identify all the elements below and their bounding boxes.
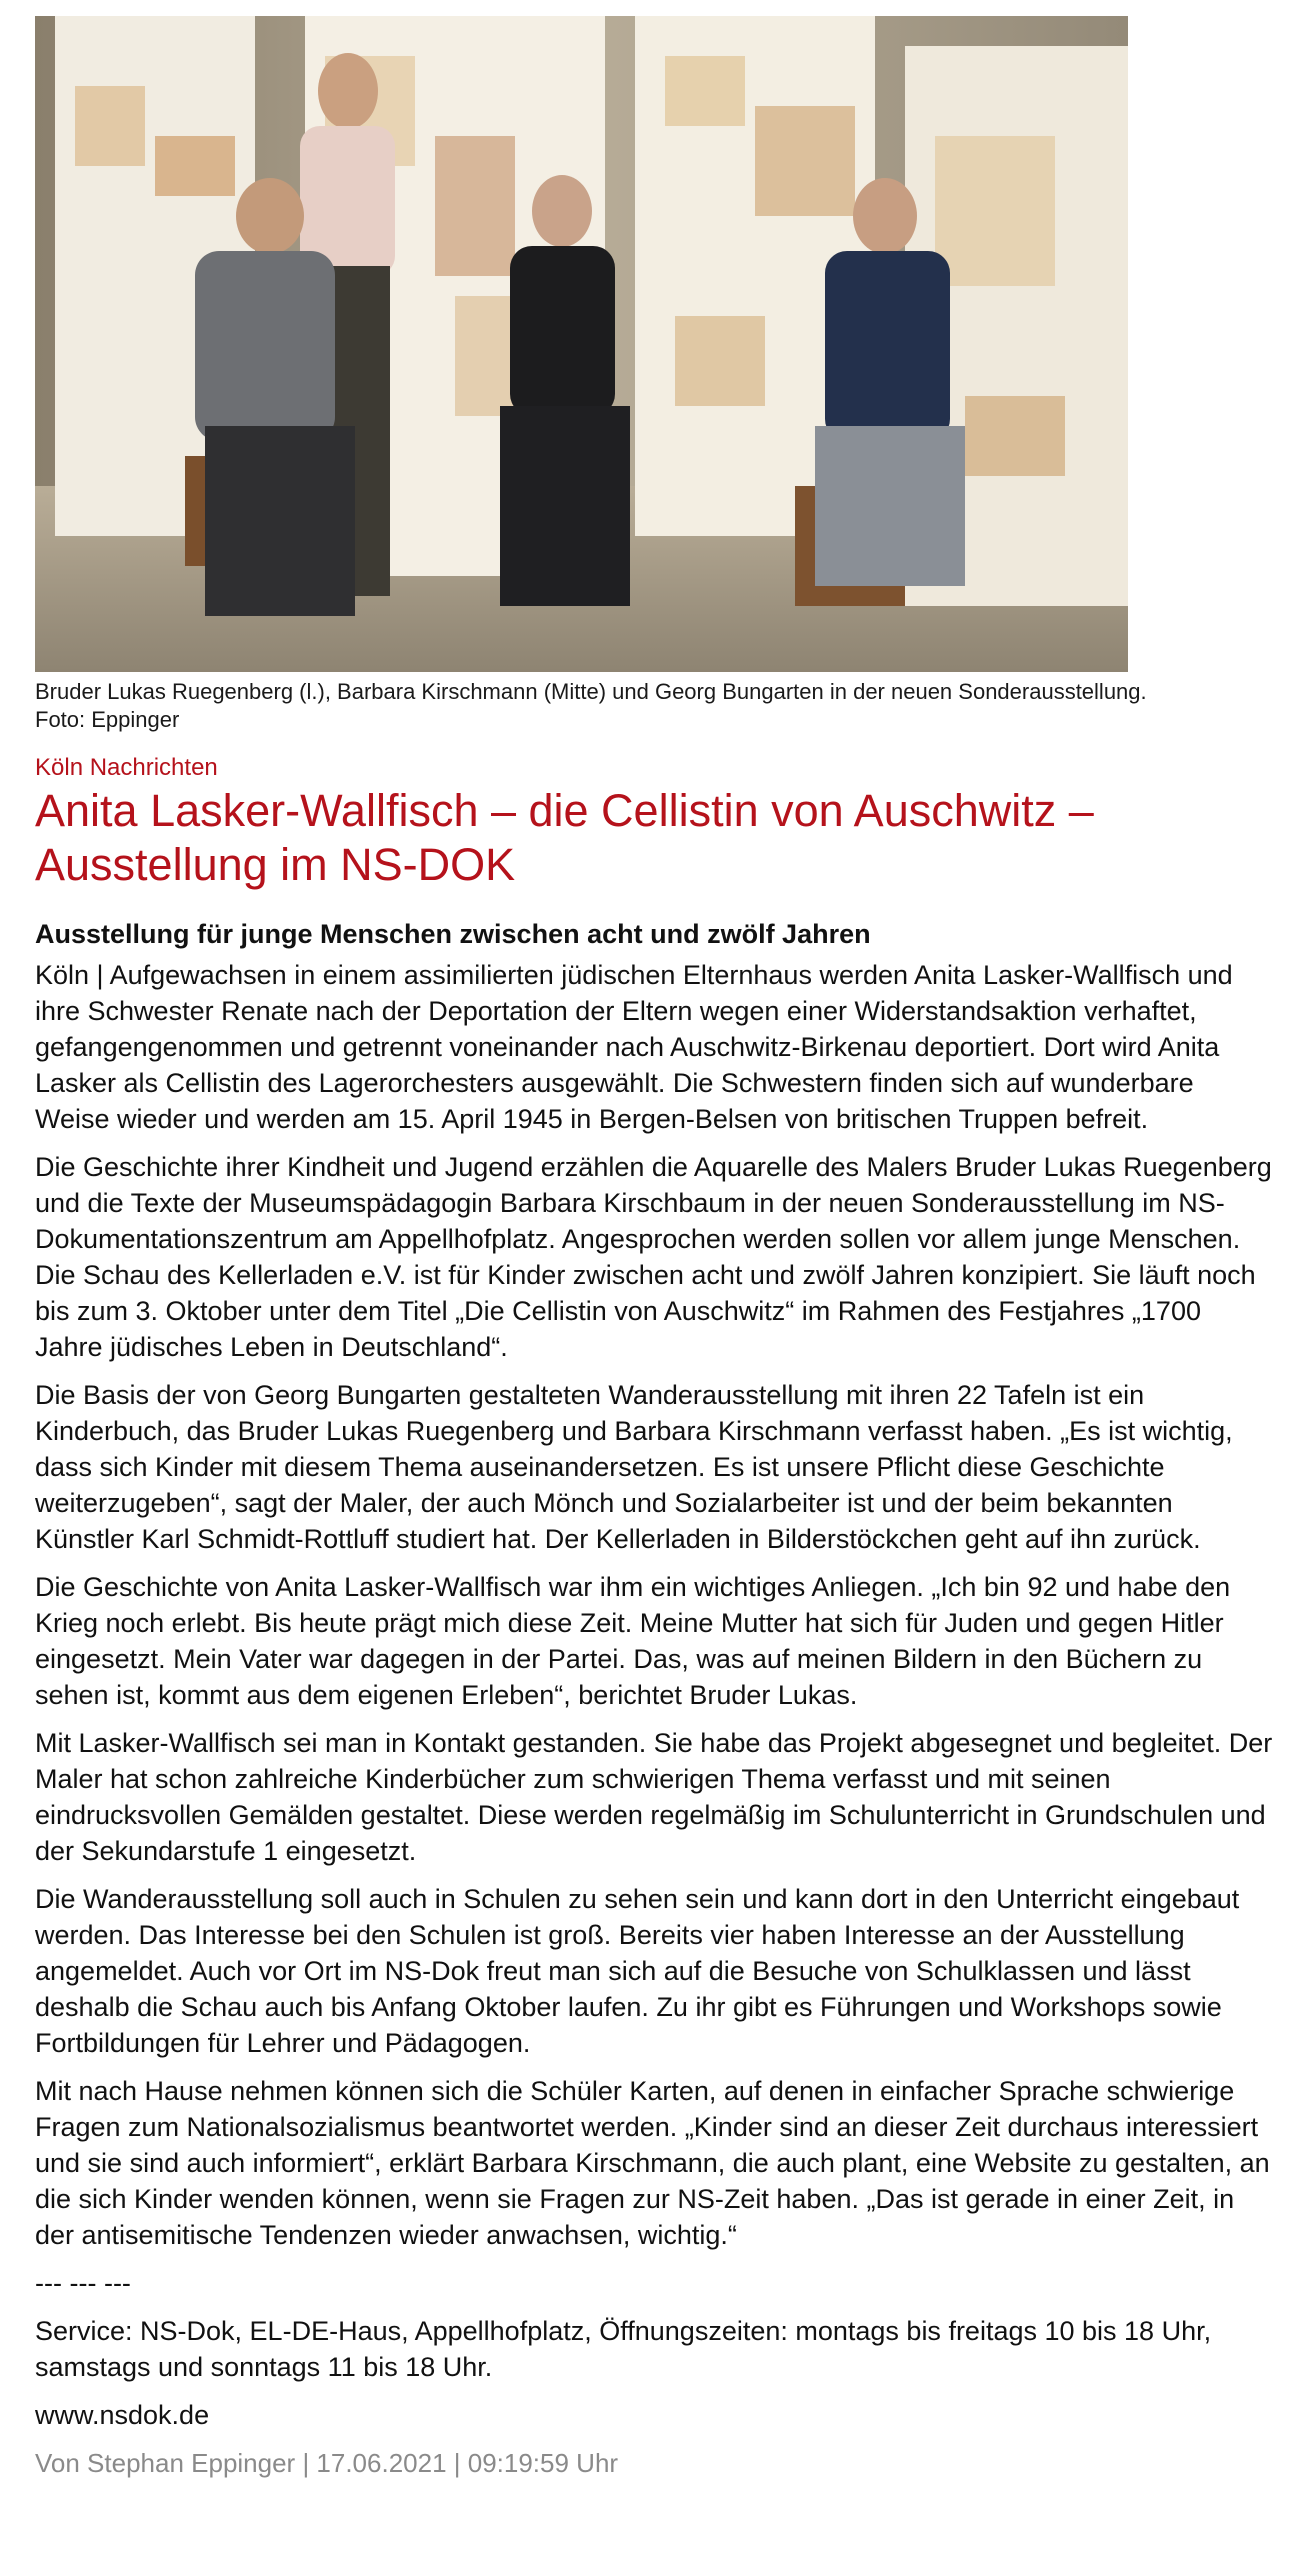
article-paragraph: Die Geschichte ihrer Kindheit und Jugend erzählen die Aquarelle des Malers Bruder Lukas Ruegenberg und die Texte der Museumspädagogin Barbara Kirschbaum in der neuen Sonderausstellung im NS-Dokumentationszentrum am Appellhofplatz. Angesprochen werden sollen vor allem junge Menschen. Die Schau des Kellerladen e.V. ist für Kinder zwischen acht und zwölf Jahren konzipiert. Sie läuft noch bis zum 3. Oktober unter dem Titel „Die Cellistin von Auschwitz“ im Rahmen des Festjahres „1700 Jahre jüdisches Leben in Deutschland“.	[35, 1152, 1272, 1362]
article-paragraph: Mit Lasker-Wallfisch sei man in Kontakt gestanden. Sie habe das Projekt abgesegnet und begleitet. Der Maler hat schon zahlreiche Kinderbücher zum schwierigen Thema verfasst und mit seinen eindrucksvollen Gemälden gestaltet. Diese werden regelmäßig im Schulunterricht in Grundschulen und der Sekundarstufe 1 eingesetzt.	[35, 1728, 1273, 1866]
article-headline: Anita Lasker-Wallfisch – die Cellistin von Auschwitz – Ausstellung im NS-DOK	[35, 785, 1094, 890]
article-byline: Von Stephan Eppinger | 17.06.2021 | 09:19:59 Uhr	[35, 2448, 619, 2478]
article-content	[35, 752, 1275, 2481]
photo-caption	[35, 678, 1275, 734]
article-kicker[interactable]: Köln Nachrichten	[35, 754, 218, 781]
exhibition-photo-icon	[35, 16, 1128, 672]
article-paragraph: Die Wanderausstellung soll auch in Schulen zu sehen sein und kann dort in den Unterricht eingebaut werden. Das Interesse bei den Schulen ist groß. Bereits vier haben Interesse an der Ausstellung angemeldet. Auch vor Ort im NS-Dok freut man sich auf die Besuche von Schulklassen und lässt deshalb die Schau auch bis Anfang Oktober laufen. Zu ihr gibt es Führungen und Workshops sowie Fortbildungen für Lehrer und Pädagogen.	[35, 1884, 1240, 2058]
article-paragraph: Die Basis der von Georg Bungarten gestalteten Wanderausstellung mit ihren 22 Tafeln ist ein Kinderbuch, das Bruder Lukas Ruegenberg und Barbara Kirschmann verfasst haben. „Es ist wichtig, dass sich Kinder mit diesem Thema auseinandersetzen. Es ist unsere Pflicht diese Geschichte weiterzugeben“, sagt der Maler, der auch Mönch und Sozialarbeiter ist und der beim bekannten Künstler Karl Schmidt-Rottluff studiert hat. Der Kellerladen in Bilderstöckchen geht auf ihn zurück.	[35, 1380, 1233, 1554]
service-info: Service: NS-Dok, EL-DE-Haus, Appellhofplatz, Öffnungszeiten: montags bis freitags 10 bis 18 Uhr, samstags und sonntags 11 bis 18 Uhr.	[35, 2316, 1212, 2382]
caption-text: Bruder Lukas Ruegenberg (l.), Barbara Kirschmann (Mitte) und Georg Bungarten in der neuen Sonderausstellung.	[35, 679, 1147, 704]
article-photo	[35, 16, 1128, 672]
article-paragraph: Die Geschichte von Anita Lasker-Wallfisch war ihm ein wichtiges Anliegen. „Ich bin 92 und habe den Krieg noch erlebt. Bis heute prägt mich diese Zeit. Meine Mutter hat sich für Juden und gegen Hitler eingesetzt. Mein Vater war dagegen in der Partei. Das, was auf meinen Bildern in den Büchern zu sehen ist, kommt aus dem eigenen Erleben“, berichtet Bruder Lukas.	[35, 1572, 1231, 1710]
section-separator: --- --- ---	[35, 2268, 131, 2298]
article-subheadline: Ausstellung für junge Menschen zwischen acht und zwölf Jahren	[35, 919, 871, 949]
article-paragraph: Mit nach Hause nehmen können sich die Schüler Karten, auf denen in einfacher Sprache schwierige Fragen zum Nationalsozialismus beantwortet werden. „Kinder sind an dieser Zeit durchaus interessiert und sie sind auch informiert“, erklärt Barbara Kirschmann, die auch plant, eine Website zu gestalten, an die sich Kinder wenden können, wenn sie Fragen zur NS-Zeit haben. „Das ist gerade in einer Zeit, in der antisemitische Tendenzen wieder anwachsen, wichtig.“	[35, 2076, 1270, 2250]
caption-credit: Foto: Eppinger	[35, 707, 180, 732]
website-link[interactable]: www.nsdok.de	[35, 2400, 210, 2430]
article-paragraph: Köln | Aufgewachsen in einem assimilierten jüdischen Elternhaus werden Anita Lasker-Wallfisch und ihre Schwester Renate nach der Deportation der Eltern wegen einer Widerstandsaktion verhaftet, gefangengenommen und getrennt voneinander nach Auschwitz-Birkenau deportiert. Dort wird Anita Lasker als Cellistin des Lagerorchesters ausgewählt. Die Schwestern finden sich auf wunderbare Weise wieder und werden am 15. April 1945 in Bergen-Belsen von britischen Truppen befreit.	[35, 960, 1233, 1134]
